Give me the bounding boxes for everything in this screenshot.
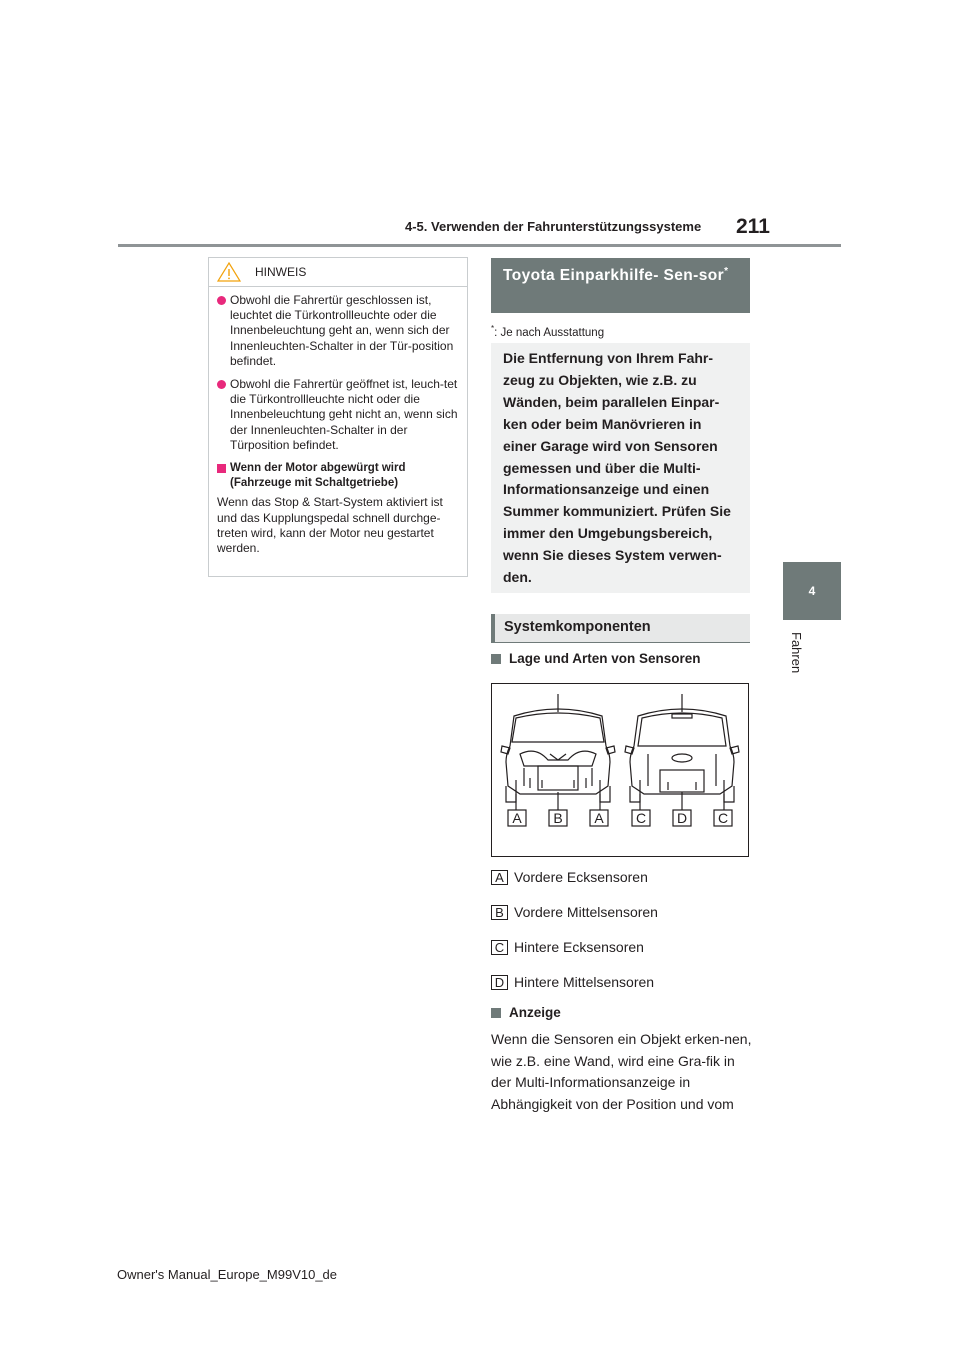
legend-text-a: Vordere Ecksensoren xyxy=(514,869,648,885)
label-a-right: A xyxy=(594,810,604,826)
label-box-c-left xyxy=(632,810,650,826)
car-front-illustration xyxy=(501,694,615,810)
notice-bullet-2 xyxy=(217,377,459,453)
notice-box xyxy=(208,257,468,577)
footnote-text: : Je nach Ausstattung xyxy=(494,326,605,339)
notice-text: Wenn das Stop & Start-System aktiviert ist und das Kupplungspedal schnell durchge-treten wird, kann der Motor neu gestartet werden. xyxy=(217,495,443,556)
heading-square-icon xyxy=(491,654,501,664)
bullet-dot-icon xyxy=(217,296,226,305)
label-box-d xyxy=(673,810,691,826)
label-box-c-right xyxy=(714,810,732,826)
label-box-b xyxy=(549,810,567,826)
legend-item-b xyxy=(491,904,658,920)
display-text: Wenn die Sensoren ein Objekt erken-nen, wie z.B. eine Wand, wird eine Gra-fik in der Multi-Informationsanzeige in Abhängigkeit von der Position und vom xyxy=(491,1031,752,1113)
section-title-mark: * xyxy=(724,266,729,277)
sensors-heading xyxy=(491,651,701,666)
label-b: B xyxy=(553,810,563,826)
display-heading xyxy=(491,1005,561,1020)
notice-bullet-2-text: Obwohl die Fahrertür geöffnet ist, leuch-tet die Türkontrollleuchte nicht oder die Innenbeleuchtung geht nicht an, wenn sich der Innenleuchten-Schalter in der Türposition befindet. xyxy=(230,377,458,452)
legend-item-c xyxy=(491,939,644,955)
legend-text-b: Vordere Mittelsensoren xyxy=(514,904,658,920)
label-c-right: C xyxy=(717,810,729,826)
legend-text-c: Hintere Ecksensoren xyxy=(514,939,644,955)
chapter-tab xyxy=(783,562,841,620)
label-d: D xyxy=(676,810,688,826)
label-box-a-left xyxy=(508,810,526,826)
label-a-left: A xyxy=(512,810,522,826)
chapter-label: Fahren xyxy=(789,632,804,674)
label-c-left: C xyxy=(635,810,647,826)
warning-triangle-icon xyxy=(217,262,241,282)
heading-square-icon xyxy=(491,1008,501,1018)
footnote xyxy=(491,324,604,339)
notice-header xyxy=(209,258,467,287)
legend-key-d: D xyxy=(491,975,508,990)
sensor-diagram-svg xyxy=(492,684,748,856)
legend-item-a xyxy=(491,869,648,885)
notice-subhead xyxy=(217,461,459,491)
notice-heading: HINWEIS xyxy=(255,265,307,279)
car-rear-illustration xyxy=(625,694,739,810)
legend-item-d xyxy=(491,974,654,990)
label-box-a-right xyxy=(590,810,608,826)
bullet-square-icon xyxy=(217,464,226,473)
page-number: 211 xyxy=(736,215,770,238)
sensors-heading-text: Lage und Arten von Sensoren xyxy=(509,651,701,666)
legend-key-b: B xyxy=(491,905,508,920)
legend-key-c: C xyxy=(491,940,508,955)
notice-subhead-text: Wenn der Motor abgewürgt wird (Fahrzeuge mit Schaltgetriebe) xyxy=(230,462,406,490)
display-heading-text: Anzeige xyxy=(509,1005,561,1020)
section-title: Toyota Einparkhilfe- Sen-sor xyxy=(503,267,725,285)
legend-text-d: Hintere Mittelsensoren xyxy=(514,974,655,990)
notice-bullet-1-text: Obwohl die Fahrertür geschlossen ist, leuchtet die Türkontrollleuchte oder die Innenbeleuchtung geht an, wenn sich der Innenleuchten-Schalter in der Tür-position befindet. xyxy=(230,293,454,368)
notice-bullet-1 xyxy=(217,293,459,369)
header-rule xyxy=(118,244,841,247)
chapter-number: 4 xyxy=(808,584,816,598)
intro-box: Die Entfernung von Ihrem Fahr-zeug zu Objekten, wie z.B. zu Wänden, beim parallelen Einpar-ken oder beim Manövrieren in einer Garage wird von Sensoren gemessen und über die Multi-Informationsanzeige und einen Summer kommuniziert. Prüfen Sie immer den Umgebungsbereich, wenn Sie dieses System verwen-den. xyxy=(491,343,750,593)
header-section-title: 4-5. Verwenden der Fahrunterstützungssysteme xyxy=(405,219,702,234)
legend-key-a: A xyxy=(491,870,508,885)
footnote-mark: * xyxy=(491,324,495,333)
footer-text: Owner's Manual_Europe_M99V10_de xyxy=(117,1267,338,1282)
bullet-dot-icon xyxy=(217,380,226,389)
subsection-heading: Systemkomponenten xyxy=(491,614,750,643)
section-heading xyxy=(491,258,750,313)
sensor-diagram xyxy=(491,683,749,857)
